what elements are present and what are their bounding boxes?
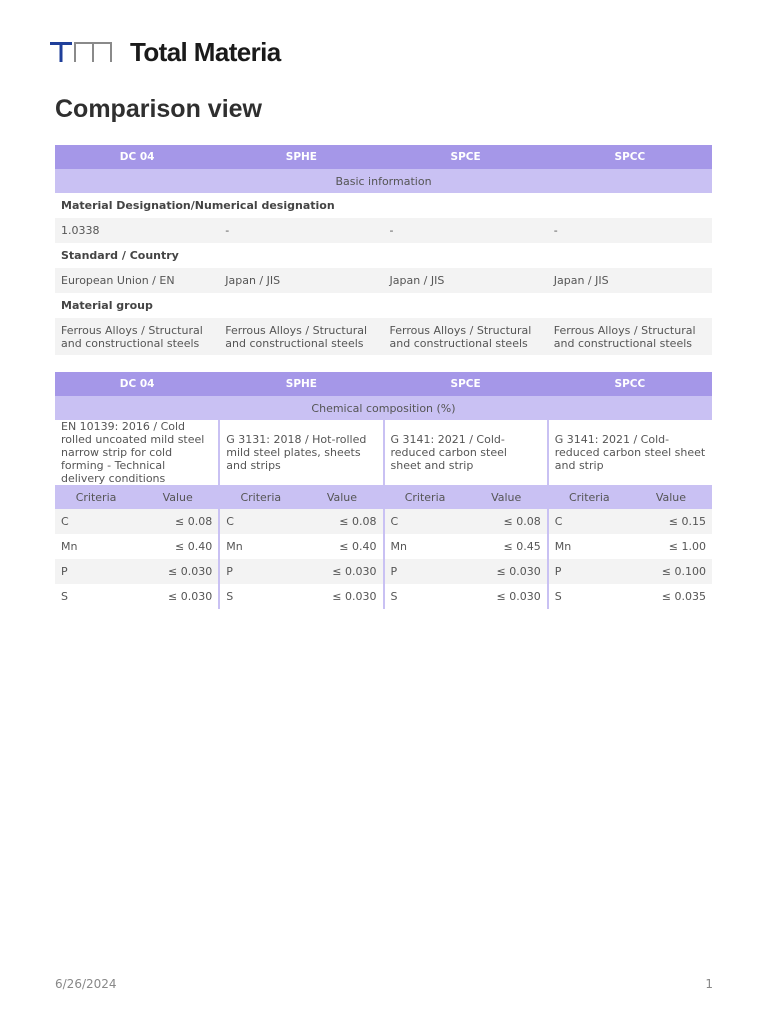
element-name: C	[55, 509, 137, 534]
basic-info-table	[55, 145, 712, 355]
element-value: ≤ 0.08	[137, 509, 219, 534]
value-header: Value	[630, 485, 712, 509]
field-value: Ferrous Alloys / Structural and constructional steels	[55, 318, 219, 355]
field-value: Japan / JIS	[384, 268, 548, 293]
element-name: Mn	[548, 534, 630, 559]
element-value: ≤ 0.08	[301, 509, 383, 534]
element-name: S	[55, 584, 137, 609]
brand-logo	[50, 38, 281, 66]
footer-date: 6/26/2024	[55, 977, 117, 991]
element-value: ≤ 0.40	[301, 534, 383, 559]
section-header-row	[55, 396, 712, 420]
tm-logo-icon	[50, 41, 114, 63]
material-header: SPCE	[384, 145, 548, 169]
chemical-composition-table	[55, 372, 712, 609]
criteria-header: Criteria	[55, 485, 137, 509]
field-value: Japan / JIS	[548, 268, 712, 293]
element-name: P	[384, 559, 466, 584]
field-value-row	[55, 318, 712, 355]
element-value: ≤ 0.030	[466, 559, 548, 584]
element-name: P	[55, 559, 137, 584]
field-value-row	[55, 218, 712, 243]
element-value: ≤ 0.40	[137, 534, 219, 559]
element-name: P	[548, 559, 630, 584]
element-name: S	[548, 584, 630, 609]
standard-description: G 3141: 2021 / Cold-reduced carbon steel sheet and strip	[554, 433, 706, 472]
standard-description: G 3141: 2021 / Cold-reduced carbon steel sheet and strip	[384, 420, 548, 485]
element-value: ≤ 1.00	[630, 534, 712, 559]
element-name: C	[219, 509, 301, 534]
field-value: -	[219, 218, 383, 243]
section-header-row	[55, 169, 712, 193]
standard-description: EN 10139: 2016 / Cold rolled uncoated mild steel narrow strip for cold forming - Technical delivery conditions	[55, 420, 219, 485]
material-header: SPCC	[548, 145, 712, 169]
field-value: Japan / JIS	[219, 268, 383, 293]
element-name: S	[219, 584, 301, 609]
criteria-header-row	[55, 485, 712, 509]
element-value: ≤ 0.08	[466, 509, 548, 534]
page-number: 1	[705, 977, 713, 991]
element-name: S	[384, 584, 466, 609]
material-header: SPCE	[384, 372, 548, 396]
element-value: ≤ 0.035	[630, 584, 712, 609]
element-value: ≤ 0.100	[630, 559, 712, 584]
page-title: Comparison view	[55, 95, 262, 123]
section-title: Basic information	[55, 169, 712, 193]
element-value: ≤ 0.030	[466, 584, 548, 609]
field-value: Ferrous Alloys / Structural and constructional steels	[219, 318, 383, 355]
material-header-row	[55, 372, 712, 396]
field-value: -	[548, 218, 712, 243]
value-header: Value	[301, 485, 383, 509]
field-label-row	[55, 193, 712, 218]
field-value: Ferrous Alloys / Structural and constructional steels	[384, 318, 548, 355]
element-name: P	[219, 559, 301, 584]
element-value: ≤ 0.15	[630, 509, 712, 534]
element-name: Mn	[384, 534, 466, 559]
material-header: DC 04	[55, 372, 219, 396]
element-row	[55, 509, 712, 534]
value-header: Value	[466, 485, 548, 509]
standard-description: G 3131: 2018 / Hot-rolled mild steel plates, sheets and strips	[219, 420, 383, 485]
element-name: Mn	[219, 534, 301, 559]
element-value: ≤ 0.030	[137, 559, 219, 584]
element-row	[55, 534, 712, 559]
value-header: Value	[137, 485, 219, 509]
element-name: C	[384, 509, 466, 534]
field-value-row	[55, 268, 712, 293]
material-header-row	[55, 145, 712, 169]
field-label: Standard / Country	[55, 243, 712, 268]
material-header: SPCC	[548, 372, 712, 396]
field-label-row	[55, 243, 712, 268]
element-name: C	[548, 509, 630, 534]
element-value: ≤ 0.45	[466, 534, 548, 559]
field-value: Ferrous Alloys / Structural and constructional steels	[548, 318, 712, 355]
field-label: Material Designation/Numerical designation	[55, 193, 712, 218]
field-value: -	[384, 218, 548, 243]
criteria-header: Criteria	[548, 485, 630, 509]
field-value: European Union / EN	[55, 268, 219, 293]
material-header: SPHE	[219, 145, 383, 169]
brand-name: Total Materia	[130, 37, 281, 67]
field-label-row	[55, 293, 712, 318]
field-value: 1.0338	[55, 218, 219, 243]
material-header: SPHE	[219, 372, 383, 396]
element-value: ≤ 0.030	[137, 584, 219, 609]
field-label: Material group	[55, 293, 712, 318]
criteria-header: Criteria	[219, 485, 301, 509]
criteria-header: Criteria	[384, 485, 466, 509]
section-title: Chemical composition (%)	[55, 396, 712, 420]
element-value: ≤ 0.030	[301, 584, 383, 609]
element-name: Mn	[55, 534, 137, 559]
element-row	[55, 559, 712, 584]
element-value: ≤ 0.030	[301, 559, 383, 584]
material-header: DC 04	[55, 145, 219, 169]
element-row	[55, 584, 712, 609]
standard-row	[55, 420, 712, 485]
